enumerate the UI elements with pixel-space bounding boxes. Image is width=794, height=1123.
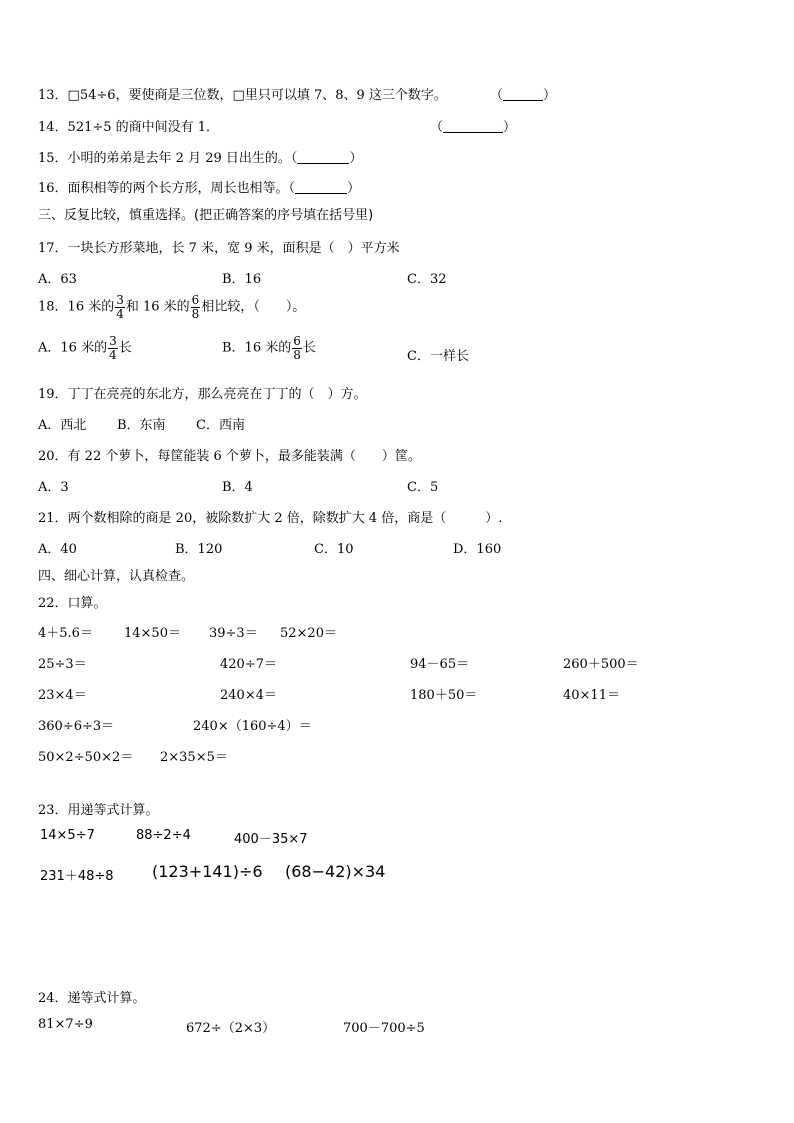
question-17: 17．一块长方形菜地，长 7 米，宽 9 米，面积是（ ）平方米: [38, 241, 400, 256]
answer-box-13[interactable]: （ ）: [490, 88, 557, 103]
section-4-heading: 四、细心计算，认真检查。: [38, 569, 195, 584]
mental-calc-item: 40×11＝: [563, 688, 620, 703]
question-13-text: 13．□54÷6，要使商是三位数，□里只可以填 7、8、9 这三个数字。: [38, 88, 447, 103]
question-18: 18．16 米的 $\frac{3}{4}$ 和 16 米的 $\frac{6}{8}$ 相比较，（ ）。: [38, 293, 306, 321]
mental-calc-item: 240×4＝: [220, 688, 277, 703]
step-calc-item: 700－700÷5: [343, 1021, 425, 1036]
mental-calc-item: 52×20＝: [280, 626, 337, 641]
step-calc-item: 231＋48÷8: [40, 869, 114, 884]
mental-calc-item: 240×（160÷4）＝: [193, 719, 312, 734]
mental-calc-item: 50×2÷50×2＝: [38, 750, 134, 765]
answer-box-16[interactable]: （ ）: [288, 181, 361, 196]
q21-option-c[interactable]: C．10: [314, 542, 354, 557]
question-13: [38, 84, 447, 103]
q18-option-b[interactable]: B．16 米的 $\frac{6}{8}$ 长: [222, 334, 316, 362]
q18-option-c[interactable]: C．一样长: [407, 349, 469, 364]
answer-box-15[interactable]: （ ）: [290, 151, 363, 166]
question-16: [38, 177, 360, 196]
answer-box-14[interactable]: （ ）: [430, 120, 517, 135]
fraction-six-eighths: $\frac{6}{8}$: [191, 293, 200, 321]
question-21: 21．两个数相除的商是 20，被除数扩大 2 倍，除数扩大 4 倍，商是（ ）.: [38, 511, 503, 526]
mental-calc-item: 360÷6÷3＝: [38, 719, 115, 734]
q17-option-b[interactable]: B．16: [222, 272, 262, 287]
question-19: 19．丁丁在亮亮的东北方，那么亮亮在丁丁的（ ）方。: [38, 387, 367, 402]
q18-option-a[interactable]: A．16 米的 $\frac{3}{4}$ 长: [38, 334, 132, 362]
step-calc-item: (68−42)×34: [285, 862, 386, 881]
mental-calc-item: 25÷3＝: [38, 657, 87, 672]
step-calc-item: 81×7÷9: [38, 1017, 93, 1032]
question-14-text: 14．521÷5 的商中间没有 1．: [38, 120, 220, 135]
q20-option-c[interactable]: C．5: [407, 480, 439, 495]
step-calc-item: 14×5÷7: [40, 828, 95, 843]
step-calc-item: (123+141)÷6: [152, 862, 263, 881]
question-20: 20．有 22 个萝卜，每筐能装 6 个萝卜，最多能装满（ ）筐。: [38, 449, 421, 464]
step-calc-item: 400－35×7: [234, 832, 308, 847]
q20-option-a[interactable]: A．3: [38, 480, 69, 495]
mental-calc-item: 420÷7＝: [220, 657, 277, 672]
mental-calc-item: 39÷3＝: [209, 626, 258, 641]
step-calc-item: 672÷（2×3）: [186, 1021, 276, 1036]
q19-option-c[interactable]: C．西南: [196, 418, 245, 433]
mental-calc-item: 14×50＝: [124, 626, 181, 641]
q17-option-c[interactable]: C．32: [407, 272, 447, 287]
question-16-text: 16．面积相等的两个长方形，周长也相等。: [38, 181, 289, 196]
question-24-title: 24．递等式计算。: [38, 991, 146, 1006]
q21-option-b[interactable]: B．120: [175, 542, 223, 557]
q21-option-d[interactable]: D．160: [453, 542, 502, 557]
mental-calc-item: 23×4＝: [38, 688, 87, 703]
mental-calc-item: 94－65＝: [410, 657, 470, 672]
q21-option-a[interactable]: A．40: [38, 542, 77, 557]
question-15-text: 15．小明的弟弟是去年 2 月 29 日出生的。: [38, 151, 291, 166]
step-calc-item: 88÷2÷4: [136, 828, 191, 843]
question-15: [38, 147, 362, 166]
mental-calc-item: 180＋50＝: [410, 688, 478, 703]
fraction-three-quarters: $\frac{3}{4}$: [116, 293, 124, 321]
mental-calc-item: 4＋5.6＝: [38, 626, 93, 641]
q17-option-a[interactable]: A．63: [38, 272, 77, 287]
mental-calc-item: 2×35×5＝: [160, 750, 228, 765]
section-3-heading: 三、反复比较，慎重选择。(把正确答案的序号填在括号里): [38, 208, 374, 223]
q19-option-b[interactable]: B．东南: [117, 418, 166, 433]
q20-option-b[interactable]: B．4: [222, 480, 253, 495]
question-14: [38, 116, 219, 135]
question-22-title: 22．口算。: [38, 596, 107, 611]
question-23-title: 23．用递等式计算。: [38, 803, 159, 818]
mental-calc-item: 260＋500＝: [563, 657, 639, 672]
q19-option-a[interactable]: A．西北: [38, 418, 87, 433]
